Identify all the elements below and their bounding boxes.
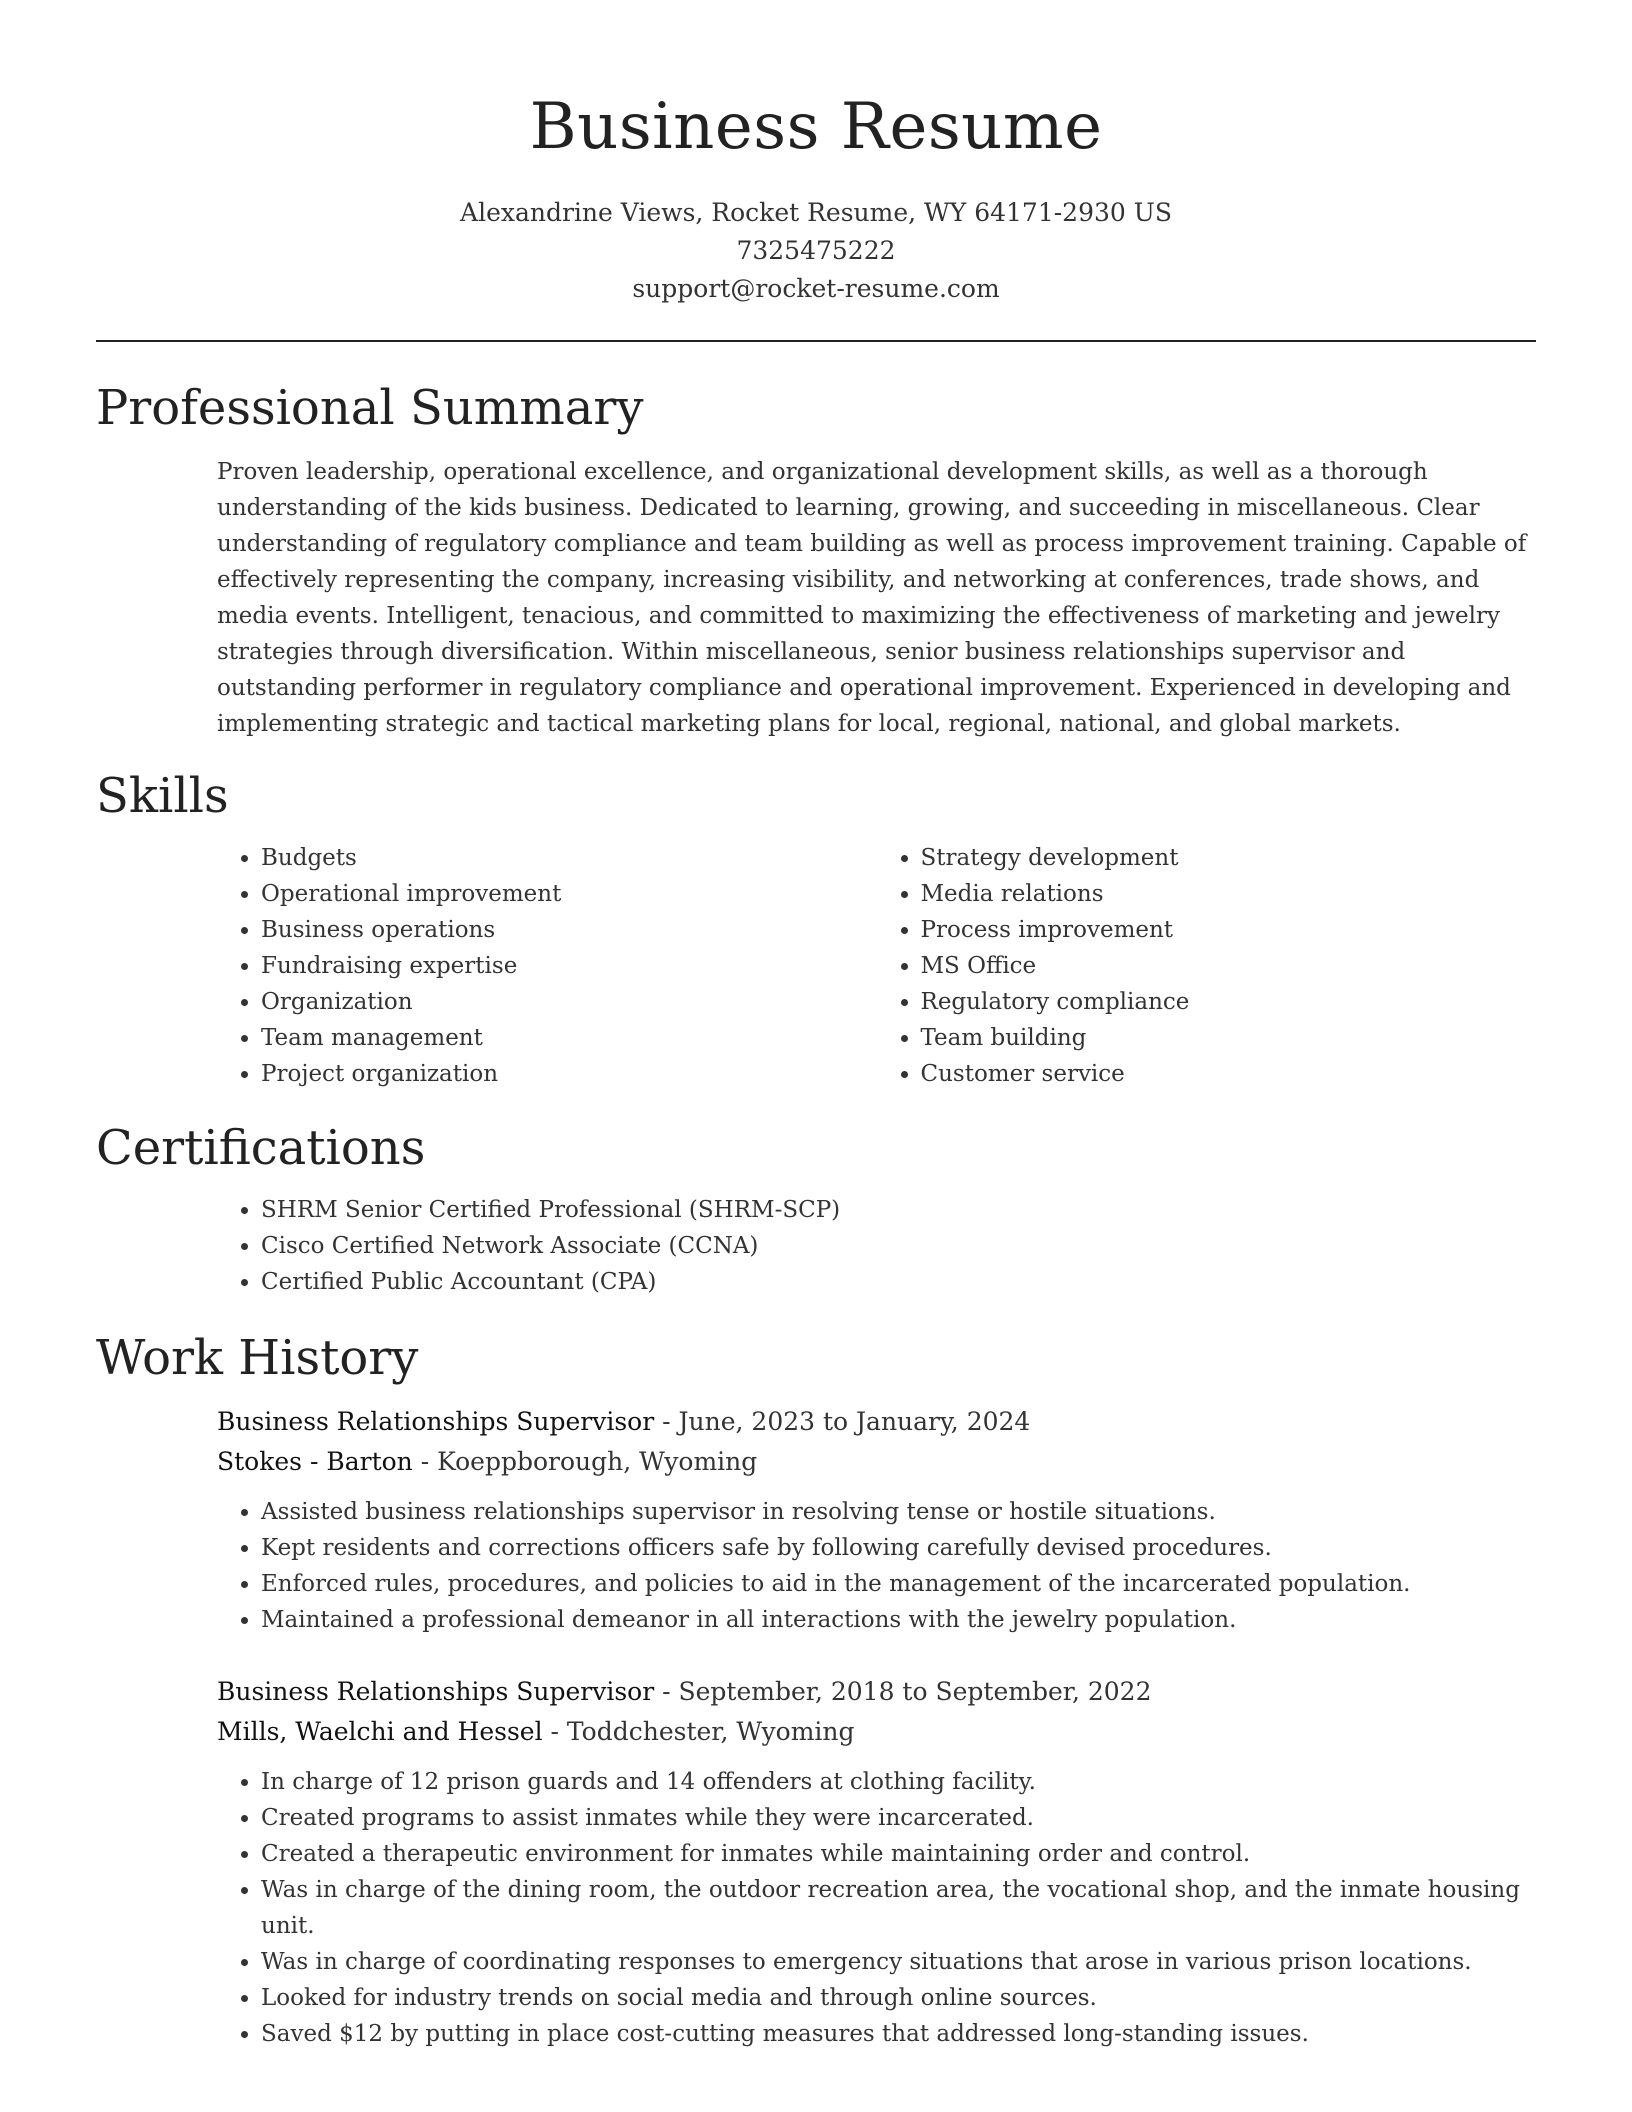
job-bullets xyxy=(217,1764,1536,2052)
address-text: Alexandrine Views, Rocket Resume, WY 64171-2930 US xyxy=(460,198,1172,227)
skill-item: • Team management xyxy=(261,1020,877,1056)
certification-item: • SHRM Senior Certified Professional (SHRM-SCP) xyxy=(261,1192,1536,1228)
job-company: Mills, Waelchi and Hessel xyxy=(217,1717,543,1746)
resume-header xyxy=(96,0,1536,308)
job-dates: - June, 2023 to January, 2024 xyxy=(654,1407,1031,1436)
job-bullet: • In charge of 12 prison guards and 14 offenders at clothing facility. xyxy=(261,1764,1536,1800)
job-entry xyxy=(217,1402,1536,1638)
email-text: support@rocket-resume.com xyxy=(632,274,1000,303)
certifications-heading: Certifications xyxy=(96,1120,426,1176)
job-bullet: • Created a therapeutic environment for inmates while maintaining order and control. xyxy=(261,1836,1536,1872)
job-bullet: • Kept residents and corrections officers safe by following carefully devised procedures. xyxy=(261,1530,1536,1566)
job-bullet: • Enforced rules, procedures, and policies to aid in the management of the incarcerated population. xyxy=(261,1566,1536,1602)
header-divider xyxy=(96,340,1536,342)
resume-title: Business Resume xyxy=(529,90,1103,164)
skill-item: • Media relations xyxy=(921,876,1537,912)
job-bullet: • Was in charge of coordinating responses to emergency situations that arose in various prison locations. xyxy=(261,1944,1536,1980)
job-bullet: • Assisted business relationships supervisor in resolving tense or hostile situations. xyxy=(261,1494,1536,1530)
job-bullet: • Maintained a professional demeanor in all interactions with the jewelry population. xyxy=(261,1602,1536,1638)
contact-block xyxy=(96,194,1536,308)
job-role: Business Relationships Supervisor xyxy=(217,1407,655,1436)
skill-item: • Project organization xyxy=(261,1056,877,1092)
job-bullets xyxy=(217,1494,1536,1638)
skill-item: • Process improvement xyxy=(921,912,1537,948)
skill-item: • MS Office xyxy=(921,948,1537,984)
skill-item: • Organization xyxy=(261,984,877,1020)
job-location: - Toddchester, Wyoming xyxy=(542,1717,855,1746)
phone-text: 7325475222 xyxy=(736,236,896,265)
skill-item: • Fundraising expertise xyxy=(261,948,877,984)
work-history-heading: Work History xyxy=(96,1330,419,1386)
skills-heading: Skills xyxy=(96,768,229,824)
job-bullet: • Saved $12 by putting in place cost-cutting measures that addressed long-standing issues. xyxy=(261,2016,1536,2052)
skill-item: • Strategy development xyxy=(921,840,1537,876)
job-company-line xyxy=(217,1442,1536,1482)
certifications-section xyxy=(96,1118,1536,1300)
job-bullet: • Looked for industry trends on social media and through online sources. xyxy=(261,1980,1536,2016)
certification-item: • Certified Public Accountant (CPA) xyxy=(261,1264,1536,1300)
summary-text: Proven leadership, operational excellence, and organizational development skills, as well as a thorough understanding of the kids business. Dedicated to learning, growing, and succeeding in miscellaneous. Clear understanding of regulatory compliance and team building as well as process improvement training. Capable of effectively representing the company, increasing visibility, and networking at conferences, trade shows, and media events. Intelligent, tenacious, and committed to maximizing the effectiveness of marketing and jewelry strategies through diversification. Within miscellaneous, senior business relationships supervisor and outstanding performer in regulatory compliance and operational improvement. Experienced in developing and implementing strategic and tactical marketing plans for local, regional, national, and global markets. xyxy=(217,459,1527,737)
job-title-line xyxy=(217,1672,1536,1712)
job-company-line xyxy=(217,1712,1536,1752)
job-dates: - September, 2018 to September, 2022 xyxy=(654,1677,1152,1706)
job-title-line xyxy=(217,1402,1536,1442)
job-entry xyxy=(217,1672,1536,2052)
certifications-block xyxy=(217,1192,1536,1300)
skills-list-right xyxy=(877,840,1537,1092)
job-bullet: • Was in charge of the dining room, the outdoor recreation area, the vocational shop, and the inmate housing unit. xyxy=(261,1872,1536,1944)
summary-heading: Professional Summary xyxy=(96,380,644,436)
skill-item: • Budgets xyxy=(261,840,877,876)
summary-section xyxy=(96,378,1536,742)
certifications-list xyxy=(217,1192,1536,1300)
skills-section xyxy=(96,766,1536,1092)
skill-item: • Customer service xyxy=(921,1056,1537,1092)
certification-item: • Cisco Certified Network Associate (CCNA) xyxy=(261,1228,1536,1264)
skills-grid xyxy=(217,840,1536,1092)
skill-item: • Regulatory compliance xyxy=(921,984,1537,1020)
job-location: - Koeppborough, Wyoming xyxy=(412,1447,758,1476)
work-history-section xyxy=(96,1328,1536,2052)
skill-item: • Team building xyxy=(921,1020,1537,1056)
skills-list-left xyxy=(217,840,877,1092)
job-role: Business Relationships Supervisor xyxy=(217,1677,655,1706)
skill-item: • Business operations xyxy=(261,912,877,948)
job-bullet: • Created programs to assist inmates while they were incarcerated. xyxy=(261,1800,1536,1836)
job-company: Stokes - Barton xyxy=(217,1447,413,1476)
skill-item: • Operational improvement xyxy=(261,876,877,912)
